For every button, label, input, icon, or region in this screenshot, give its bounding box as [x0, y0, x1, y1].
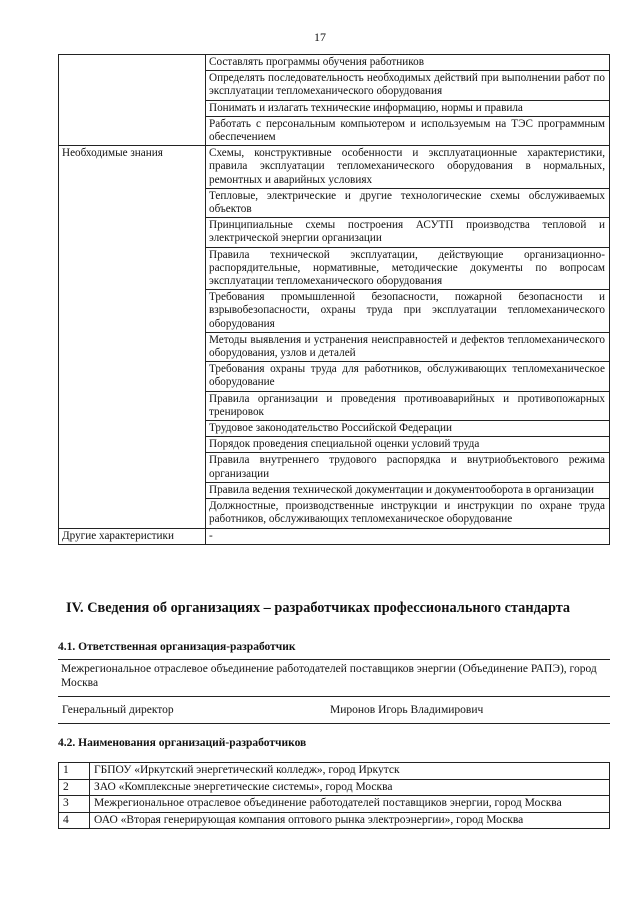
- responsible-role: Генеральный директор: [62, 704, 174, 716]
- skill-cell: Составлять программы обучения работников: [206, 55, 610, 71]
- knowledge-cell: Правила внутреннего трудового распорядка и внутриобъектового режима организации: [206, 453, 610, 482]
- responsible-heading: 4.1. Ответственная организация-разработчик: [58, 641, 296, 653]
- table-row: [59, 146, 610, 189]
- competency-table: [58, 54, 610, 545]
- knowledge-cell: Трудовое законодательство Российской Федерации: [206, 421, 610, 437]
- knowledge-cell: Тепловые, электрические и другие технологические схемы обслуживаемых объектов: [206, 188, 610, 217]
- responsible-org-box: [58, 659, 610, 724]
- skill-cell: Определять последовательность необходимых действий при выполнении работ по эксплуатации тепломеханического оборудования: [206, 71, 610, 100]
- dev-name: Межрегиональное отраслевое объединение работодателей поставщиков энергии, город Москва: [90, 796, 610, 813]
- dev-name: ГБПОУ «Иркутский энергетический колледж», город Иркутск: [90, 763, 610, 780]
- dev-num: 1: [59, 763, 90, 780]
- knowledge-cell: Должностные, производственные инструкции и инструкции по охране труда работников, обслуживающих тепломеханическое оборудование: [206, 499, 610, 528]
- knowledge-cell: Порядок проведения специальной оценки условий труда: [206, 437, 610, 453]
- skill-cell: Работать с персональным компьютером и используемым на ТЭС программным обеспечением: [206, 116, 610, 145]
- knowledge-cell: Правила ведения технической документации и документооборота в организации: [206, 482, 610, 498]
- table-row: [59, 55, 610, 71]
- developers-table: [58, 762, 610, 829]
- other-label: Другие характеристики: [59, 528, 206, 544]
- table-row: [59, 528, 610, 544]
- dev-name: ЗАО «Комплексные энергетические системы», город Москва: [90, 779, 610, 796]
- table-row: [59, 763, 610, 780]
- knowledge-cell: Принципиальные схемы построения АСУТП производства тепловой и электрической энергии организации: [206, 218, 610, 247]
- developers-heading: 4.2. Наименования организаций-разработчиков: [58, 737, 307, 749]
- knowledge-cell: Требования охраны труда для работников, обслуживающих тепломеханическое оборудование: [206, 362, 610, 391]
- responsible-person: Миронов Игорь Владимирович: [330, 704, 484, 716]
- other-value: -: [206, 528, 610, 544]
- dev-num: 4: [59, 812, 90, 829]
- page-number: 17: [314, 30, 326, 44]
- dev-num: 3: [59, 796, 90, 813]
- dev-num: 2: [59, 779, 90, 796]
- table-row: [59, 779, 610, 796]
- knowledge-cell: Правила организации и проведения противоаварийных и противопожарных тренировок: [206, 391, 610, 420]
- divider: [58, 696, 610, 697]
- responsible-org-name: Межрегиональное отраслевое объединение работодателей поставщиков энергии (Объединение РАПЭ), город Москва: [61, 663, 597, 689]
- knowledge-label: Необходимые знания: [59, 146, 206, 528]
- knowledge-cell: Требования промышленной безопасности, пожарной безопасности и взрывобезопасности, охраны труда при эксплуатации тепломеханического оборудования: [206, 290, 610, 333]
- table-row: [59, 796, 610, 813]
- empty-label-cell: [59, 55, 206, 146]
- knowledge-cell: Методы выявления и устранения неисправностей и дефектов тепломеханического оборудования, узлов и деталей: [206, 332, 610, 361]
- table-row: [59, 812, 610, 829]
- knowledge-cell: Правила технической эксплуатации, действующие организационно-распорядительные, нормативные, методические документы по вопросам эксплуатации тепломеханического оборудования: [206, 247, 610, 290]
- section-title: IV. Сведения об организациях – разработчиках профессионального стандарта: [66, 600, 571, 616]
- knowledge-cell: Схемы, конструктивные особенности и эксплуатационные характеристики, правила эксплуатации тепломеханического оборудования в нормальных, ремонтных и аварийных условиях: [206, 146, 610, 189]
- dev-name: ОАО «Вторая генерирующая компания оптового рынка электроэнергии», город Москва: [90, 812, 610, 829]
- skill-cell: Понимать и излагать технические информацию, нормы и правила: [206, 100, 610, 116]
